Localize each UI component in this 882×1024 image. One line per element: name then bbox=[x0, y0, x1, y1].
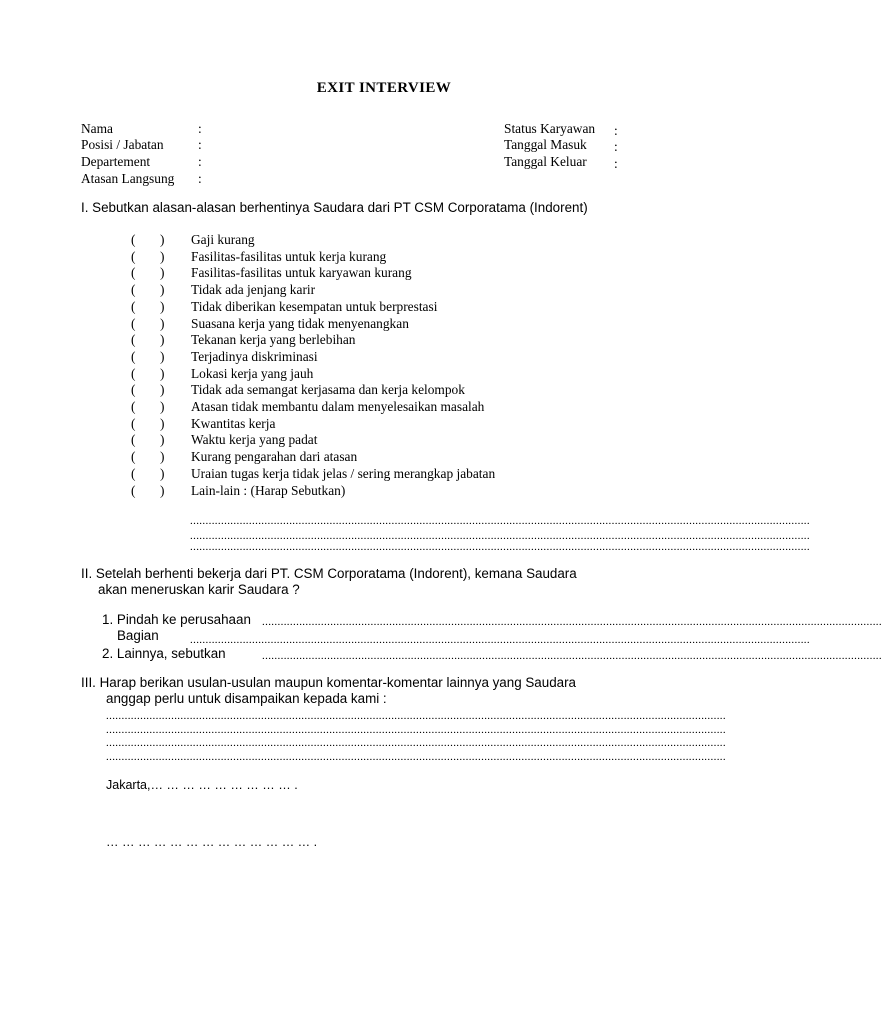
field-colon: : bbox=[614, 123, 618, 138]
checkbox-open-paren[interactable]: ( bbox=[131, 415, 136, 431]
answer-dotted-line[interactable]: ........................................................................................................................................................................................................ bbox=[106, 737, 726, 749]
reason-label: Lain-lain : (Harap Sebutkan) bbox=[191, 482, 346, 498]
checkbox-open-paren[interactable]: ( bbox=[131, 232, 136, 247]
reason-label: Fasilitas-fasilitas untuk karyawan kurang bbox=[191, 265, 412, 281]
checkbox-open-paren[interactable]: ( bbox=[131, 265, 136, 281]
checkbox-open-paren[interactable]: ( bbox=[131, 432, 136, 448]
field-label-atasan: Atasan Langsung bbox=[81, 171, 175, 186]
reason-label: Tidak ada semangat kerjasama dan kerja kelompok bbox=[191, 382, 465, 398]
checkbox-close-paren[interactable]: ) bbox=[160, 415, 165, 431]
checkbox-close-paren[interactable]: ) bbox=[160, 432, 165, 448]
checkbox-close-paren[interactable]: ) bbox=[160, 449, 165, 465]
checkbox-open-paren[interactable]: ( bbox=[131, 465, 136, 481]
answer-dotted-line[interactable]: ........................................................................................................................................................................................................ bbox=[106, 710, 726, 722]
checkbox-close-paren[interactable]: ) bbox=[160, 399, 165, 414]
reason-label: Tidak ada jenjang karir bbox=[191, 282, 316, 298]
checkbox-close-paren[interactable]: ) bbox=[160, 382, 165, 398]
field-label-departement: Departement bbox=[81, 154, 151, 169]
field-colon: : bbox=[614, 139, 618, 154]
section3-question-line2: anggap perlu untuk disampaikan kepada kami : bbox=[106, 691, 387, 706]
checkbox-close-paren[interactable]: ) bbox=[160, 332, 165, 348]
checkbox-open-paren[interactable]: ( bbox=[131, 482, 136, 498]
checkbox-open-paren[interactable]: ( bbox=[131, 382, 136, 398]
reason-label: Tekanan kerja yang berlebihan bbox=[191, 332, 356, 348]
checkbox-open-paren[interactable]: ( bbox=[131, 348, 136, 364]
section3-question-line1: III. Harap berikan usulan-usulan maupun komentar-komentar lainnya yang Saudara bbox=[81, 675, 576, 690]
answer-dotted-line[interactable]: ........................................................................................................................................................................................................ bbox=[262, 616, 882, 628]
checkbox-open-paren[interactable]: ( bbox=[131, 365, 136, 381]
reason-label: Suasana kerja yang tidak menyenangkan bbox=[191, 315, 409, 331]
checkbox-close-paren[interactable]: ) bbox=[160, 265, 165, 281]
checkbox-close-paren[interactable]: ) bbox=[160, 232, 165, 247]
field-colon: : bbox=[198, 171, 202, 186]
checkbox-open-paren[interactable]: ( bbox=[131, 399, 136, 414]
reason-label: Lokasi kerja yang jauh bbox=[191, 365, 314, 381]
field-colon: : bbox=[198, 121, 202, 136]
checkbox-open-paren[interactable]: ( bbox=[131, 332, 136, 348]
section2-option-1: 1. Pindah ke perusahaan bbox=[102, 612, 251, 627]
answer-dotted-line[interactable]: ........................................................................................................................................................................................................ bbox=[190, 530, 810, 542]
checkbox-open-paren[interactable]: ( bbox=[131, 248, 136, 264]
answer-dotted-line[interactable]: ........................................................................................................................................................................................................ bbox=[106, 724, 726, 736]
signature-line[interactable]: … … … … … … … … … … … … … . bbox=[106, 835, 318, 849]
answer-dotted-line[interactable]: ........................................................................................................................................................................................................ bbox=[190, 515, 810, 527]
answer-dotted-line[interactable]: ........................................................................................................................................................................................................ bbox=[190, 541, 810, 553]
checkbox-close-paren[interactable]: ) bbox=[160, 282, 165, 298]
field-colon: : bbox=[198, 154, 202, 169]
place-date-line[interactable]: Jakarta,… … … … … … … … … . bbox=[106, 778, 298, 792]
reason-label: Fasilitas-fasilitas untuk kerja kurang bbox=[191, 248, 387, 264]
answer-dotted-line[interactable]: ........................................................................................................................................................................................................ bbox=[262, 650, 882, 662]
reason-label: Tidak diberikan kesempatan untuk berprestasi bbox=[191, 298, 438, 314]
reason-label: Uraian tugas kerja tidak jelas / sering merangkap jabatan bbox=[191, 465, 496, 481]
field-label-nama: Nama bbox=[81, 121, 113, 136]
checkbox-open-paren[interactable]: ( bbox=[131, 315, 136, 331]
reason-label: Gaji kurang bbox=[191, 232, 255, 247]
reason-label: Kurang pengarahan dari atasan bbox=[191, 449, 358, 465]
document-title: EXIT INTERVIEW bbox=[316, 80, 452, 96]
field-label-tanggal-keluar: Tanggal Keluar bbox=[504, 154, 587, 169]
checkbox-close-paren[interactable]: ) bbox=[160, 365, 165, 381]
checkbox-close-paren[interactable]: ) bbox=[160, 315, 165, 331]
section2-option-1-sub: Bagian bbox=[117, 628, 159, 643]
checkbox-close-paren[interactable]: ) bbox=[160, 465, 165, 481]
section2-question-line1: II. Setelah berhenti bekerja dari PT. CSM Corporatama (Indorent), kemana Saudara bbox=[81, 566, 577, 581]
answer-dotted-line[interactable]: ........................................................................................................................................................................................................ bbox=[190, 634, 810, 646]
checkbox-open-paren[interactable]: ( bbox=[131, 298, 136, 314]
reason-label: Waktu kerja yang padat bbox=[191, 432, 318, 448]
section2-option-2: 2. Lainnya, sebutkan bbox=[102, 646, 226, 661]
reason-label: Atasan tidak membantu dalam menyelesaikan masalah bbox=[191, 399, 485, 414]
section2-question-line2: akan meneruskan karir Saudara ? bbox=[98, 582, 300, 597]
checkbox-open-paren[interactable]: ( bbox=[131, 449, 136, 465]
checkbox-close-paren[interactable]: ) bbox=[160, 248, 165, 264]
reason-label: Kwantitas kerja bbox=[191, 415, 276, 431]
checkbox-open-paren[interactable]: ( bbox=[131, 282, 136, 298]
checkbox-close-paren[interactable]: ) bbox=[160, 482, 165, 498]
field-label-status: Status Karyawan bbox=[504, 121, 596, 136]
field-colon: : bbox=[614, 156, 618, 171]
checkbox-close-paren[interactable]: ) bbox=[160, 298, 165, 314]
field-label-posisi: Posisi / Jabatan bbox=[81, 137, 164, 152]
checkbox-close-paren[interactable]: ) bbox=[160, 348, 165, 364]
field-label-tanggal-masuk: Tanggal Masuk bbox=[504, 137, 587, 152]
field-colon: : bbox=[198, 137, 202, 152]
answer-dotted-line[interactable]: ........................................................................................................................................................................................................ bbox=[106, 751, 726, 763]
reason-label: Terjadinya diskriminasi bbox=[191, 348, 318, 364]
section1-question: I. Sebutkan alasan-alasan berhentinya Saudara dari PT CSM Corporatama (Indorent) bbox=[81, 200, 588, 215]
